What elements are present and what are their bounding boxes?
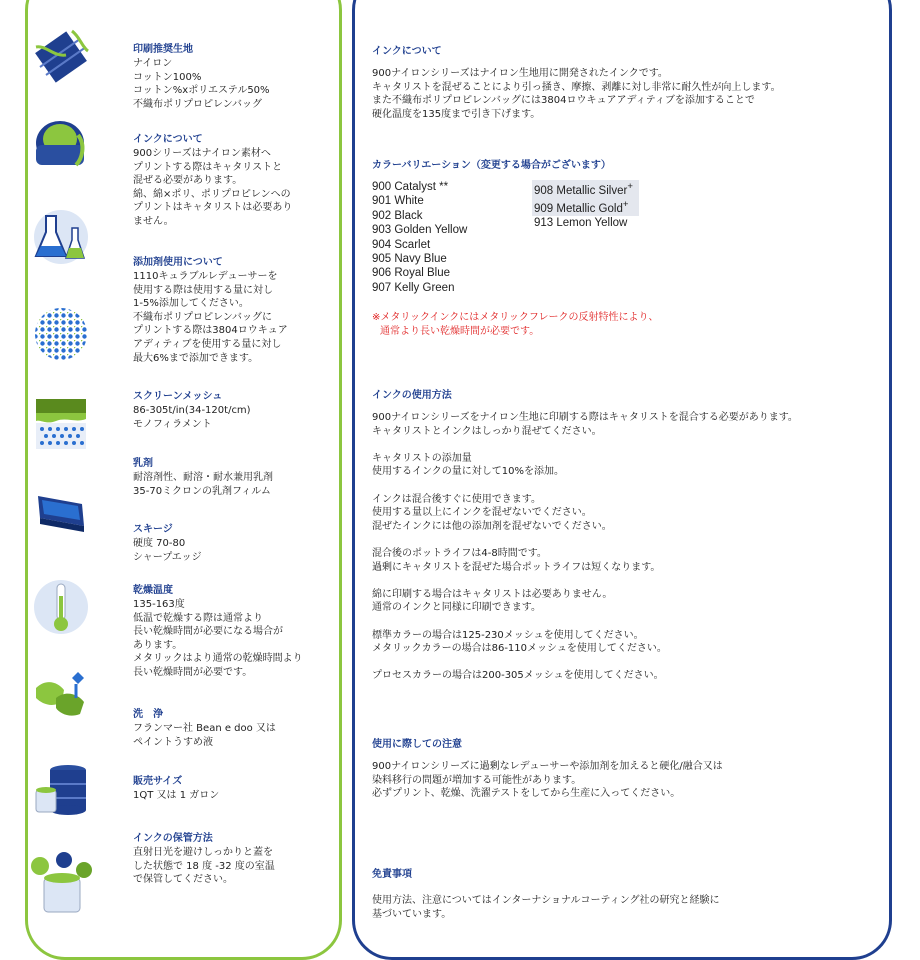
metallic-mark: + [627, 181, 633, 192]
right-section-caution [372, 735, 882, 801]
section-line: 必ずプリント、乾燥、洗濯テストをしてから生産に入ってください。 [372, 788, 681, 800]
section-line: 低温で乾燥する際は通常より [133, 612, 263, 624]
section-line: メタリックカラーの場合は86-110メッシュを使用してください。 [372, 643, 667, 655]
section-line: ません。 [133, 215, 174, 227]
section-title: 乾燥温度 [133, 585, 173, 596]
metallic-mark: + [622, 199, 629, 211]
section-line: 使用するインクの量に対して10%を添加。 [372, 466, 565, 478]
section-line: 過剰にキャタリストを混ぜた場合ポットライフは短くなります。 [372, 561, 661, 573]
fabric-icon [32, 27, 90, 85]
section-line: 1-5%添加してください。 [133, 298, 249, 310]
drum-icon [32, 760, 90, 818]
storage-icon [26, 848, 98, 920]
section-title: インクについて [133, 134, 203, 145]
section-line: インクは混合後すぐに使用できます。 [372, 493, 541, 505]
mesh-icon [32, 305, 90, 363]
right-section-disclaimer [372, 865, 882, 921]
section-title: 免責事項 [372, 869, 412, 880]
section-line: 最大6%まで添加できます。 [133, 352, 259, 364]
section-line: キャタリストを混ぜることにより引っ掻き、摩擦、剥離に対し非常に耐久性が向上します。 [372, 81, 781, 93]
left-section-storage [133, 829, 338, 887]
color-column-2 [532, 180, 639, 231]
left-section-ink [133, 130, 338, 229]
section-line: 染料移行の問題が増加する可能性があります。 [372, 774, 582, 786]
section-line: 長い乾燥時間が必要です。 [133, 666, 253, 678]
section-title: 使用に際しての注意 [372, 739, 462, 750]
section-line: 不織布ポリプロピレンバッグ [133, 98, 263, 110]
section-line: 不織布ポリプロピレンバッグに [133, 311, 273, 323]
section-line: 86-305t/in(34-120t/cm) [133, 405, 251, 416]
left-section-emulsion [133, 454, 338, 498]
section-line: 硬化温度を135度まで引き下げます。 [372, 108, 541, 120]
section-title: 乳剤 [133, 458, 153, 469]
section-line: 耐溶剤性、耐溶・耐水兼用乳剤 [133, 472, 273, 483]
section-line: 混合後のポットライフは4-8時間です。 [372, 547, 547, 559]
section-line: 135-163度 [133, 599, 185, 610]
left-section-additive [133, 253, 338, 365]
section-line: 硬度 70-80 [133, 538, 186, 549]
left-section-squeegee [133, 520, 338, 564]
washing-hands-icon [32, 668, 90, 726]
left-section-cleaning [133, 705, 338, 749]
section-title: 添加剤使用について [133, 257, 223, 268]
section-line: 綿に印刷する場合はキャタリストは必要ありません。 [372, 588, 613, 600]
left-section-mesh [133, 387, 338, 431]
section-line: キャタリストの添加量 [372, 452, 472, 464]
color-item-label: 908 Metallic Silver [534, 184, 628, 197]
emulsion-icon [32, 395, 90, 453]
section-title: カラーバリエーション（変更する場合がございます） [372, 160, 611, 171]
section-title: 販売サイズ [133, 776, 183, 787]
section-title: スキージ [133, 524, 173, 535]
right-section-variation-title [372, 156, 882, 181]
section-line: ペイントうすめ液 [133, 736, 213, 748]
section-line: 混ぜる必要があります。 [133, 175, 243, 187]
section-title: インクについて [372, 46, 442, 57]
section-title: 印刷推奨生地 [133, 44, 193, 55]
color-item: 906 Royal Blue [372, 267, 450, 280]
section-title: スクリーンメッシュ [133, 391, 223, 402]
left-section-fabric [133, 40, 338, 111]
section-line: 使用方法、注意についてはインターナショナルコーティング社の研究と経験に [372, 895, 720, 906]
section-title: インクの使用方法 [372, 390, 452, 401]
section-line: アディティブを使用する量に対し [133, 338, 282, 350]
section-line: した状態で 18 度 -32 度の室温 [133, 860, 275, 872]
section-line: 35-70ミクロンの乳剤フィルム [133, 485, 271, 497]
section-line: 直射日光を避けしっかりと蓋を [133, 847, 273, 858]
section-line: プリントする際は3804ロウキュア [133, 325, 288, 337]
section-line: 通常のインクと同様に印刷できます。 [372, 602, 541, 614]
section-line: 綿、綿×ポリ、ポリプロピレンへの [133, 188, 291, 200]
section-line: 長い乾燥時間が必要になる場合が [133, 626, 283, 638]
color-item: 907 Kelly Green [372, 281, 455, 294]
section-line: 1110キュラブルレデューサーを [133, 271, 278, 282]
left-section-drying [133, 581, 338, 680]
section-line: あります。 [133, 639, 183, 651]
section-line: で保管してください。 [133, 874, 233, 886]
section-line: キャタリストとインクはしっかり混ぜてください。 [372, 425, 602, 437]
section-line: コットン100% [133, 71, 202, 83]
metallic-warning [372, 311, 882, 338]
right-section-usage [372, 386, 882, 683]
left-section-size [133, 772, 338, 803]
color-item: 913 Lemon Yellow [534, 217, 628, 230]
section-line: 使用する際は使用する量に対し [133, 284, 273, 296]
color-item: 901 White [372, 195, 424, 208]
color-item: 903 Golden Yellow [372, 224, 468, 237]
section-line: 使用する量以上にインクを混ぜないでください。 [372, 507, 592, 519]
squeegee-icon [32, 482, 90, 540]
section-line: 900ナイロンシリーズに過剰なレデューサーや添加剤を加えると硬化/融合又は [372, 761, 723, 772]
ink-can-icon [32, 115, 90, 173]
metallic-color-item [532, 198, 639, 216]
section-line: 混ぜたインクには他の添加剤を混ぜないでください。 [372, 520, 612, 532]
warning-line: ※メタリックインクにはメタリックフレークの反射特性により、 [372, 312, 659, 323]
color-item: 904 Scarlet [372, 238, 431, 251]
thermometer-icon [32, 578, 90, 636]
color-item: 902 Black [372, 209, 423, 222]
color-item: 900 Catalyst ** [372, 181, 449, 193]
section-line: フランマー社 Bean e doo 又は [133, 723, 276, 734]
section-line: プロセスカラーの場合は200-305メッシュを使用してください。 [372, 670, 664, 682]
section-line: シャープエッジ [133, 551, 202, 563]
section-line: 標準カラーの場合は125-230メッシュを使用してください。 [372, 629, 644, 641]
flask-icon [32, 208, 90, 266]
section-line: プリントはキャタリストは必要あり [133, 202, 293, 214]
section-line: 基づいています。 [372, 908, 452, 920]
section-line: また不織布ポリプロピレンバッグには3804ロウキュアアディティブを添加することで [372, 95, 755, 107]
right-section-about [372, 42, 882, 121]
color-column-1 [372, 180, 467, 295]
section-line: 900シリーズはナイロン素材へ [133, 148, 271, 159]
section-line: ナイロン [133, 58, 173, 69]
section-line: 1QT 又は 1 ガロン [133, 790, 220, 801]
section-line: 900ナイロンシリーズをナイロン生地に印刷する際はキャタリストを混合する必要があります。 [372, 412, 798, 423]
section-title: インクの保管方法 [133, 833, 213, 844]
section-line: モノフィラメント [133, 418, 212, 430]
section-line: 900ナイロンシリーズはナイロン生地用に開発されたインクです。 [372, 68, 668, 79]
section-line: プリントする際はキャタリストと [133, 161, 283, 173]
section-line: コットン%xポリエステル50% [133, 85, 270, 97]
metallic-color-item [532, 180, 639, 198]
color-item-label: 909 Metallic Gold [534, 203, 623, 216]
warning-line: 通常より長い乾燥時間が必要です。 [380, 325, 540, 337]
color-item: 905 Navy Blue [372, 253, 447, 266]
section-title: 洗 浄 [133, 709, 163, 720]
section-line: メタリックはより通常の乾燥時間より [133, 653, 303, 665]
